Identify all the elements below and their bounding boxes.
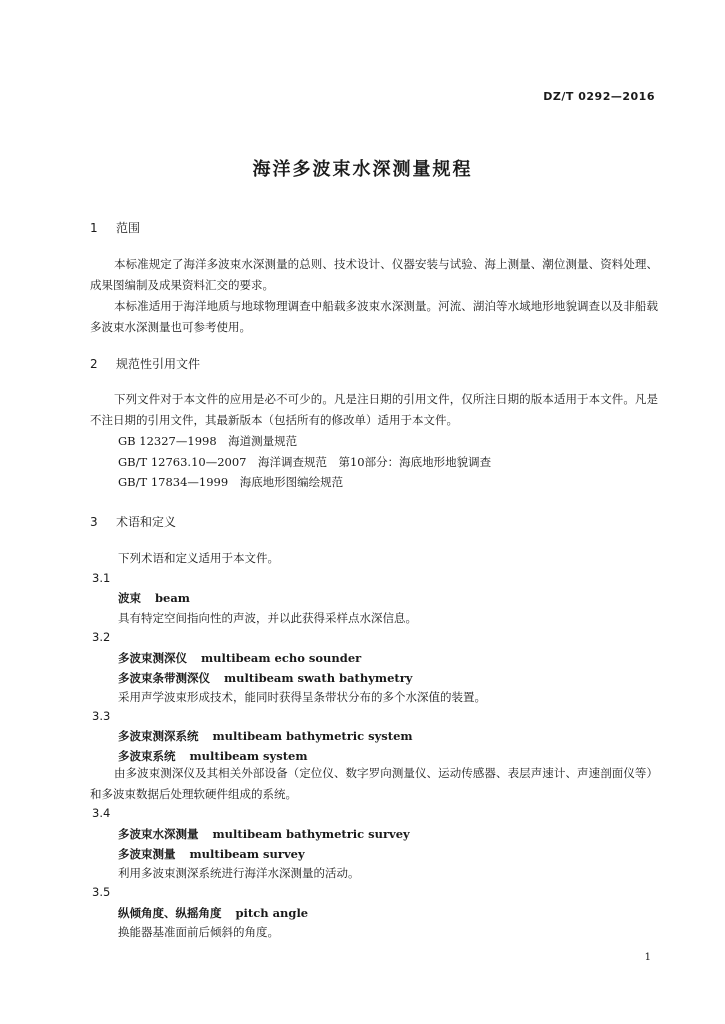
- term-en: multibeam echo sounder: [201, 651, 362, 665]
- term-zh: 波束: [118, 591, 141, 605]
- term-zh: 多波束条带测深仪: [118, 671, 210, 685]
- term-en: multibeam system: [189, 749, 308, 763]
- section-1-paragraph-2: 本标准适用于海洋地质与地球物理调查中船载多波束水深测量。河流、湖泊等水域地形地貌调查以及非船载多波束水深测量也可参考使用。: [90, 299, 658, 334]
- term-name: [118, 728, 413, 744]
- term-zh: 多波束测深仪: [118, 651, 187, 665]
- term-name: [118, 846, 305, 862]
- document-title: 海洋多波束水深测量规程: [252, 159, 473, 180]
- section-3-intro: 下列术语和定义适用于本文件。: [118, 551, 279, 565]
- term-definition: 由多波束测深仪及其相关外部设备（定位仪、数字罗向测量仪、运动传感器、表层声速计、声速剖面仪等）和多波束数据后处理软硬件组成的系统。: [90, 766, 658, 801]
- term-definition: 采用声学波束形成技术，能同时获得呈条带状分布的多个水深值的装置。: [118, 690, 486, 704]
- term-en: multibeam bathymetric survey: [212, 827, 410, 841]
- term-number: 3.4: [92, 806, 111, 820]
- page-number: 1: [644, 952, 651, 963]
- term-name: [118, 650, 361, 666]
- term-name: [118, 590, 190, 606]
- term-definition: 具有特定空间指向性的声波，并以此获得采样点水深信息。: [118, 611, 417, 625]
- term-en: multibeam survey: [189, 847, 305, 861]
- term-name: [118, 905, 308, 921]
- reference-item: GB/T 17834—1999 海底地形图编绘规范: [118, 475, 344, 489]
- section-title: 范围: [116, 221, 141, 235]
- term-number: 3.1: [92, 571, 111, 585]
- term-zh: 纵倾角度、纵摇角度: [118, 906, 222, 920]
- reference-item: GB/T 12763.10—2007 海洋调查规范 第10部分：海底地形地貌调查: [118, 455, 492, 469]
- section-3-heading: [90, 513, 176, 530]
- section-1-paragraph-1: 本标准规定了海洋多波束水深测量的总则、技术设计、仪器安装与试验、海上测量、潮位测量、资料处理、成果图编制及成果资料汇交的要求。: [90, 257, 658, 292]
- term-zh: 多波束测量: [118, 847, 176, 861]
- section-number: 3: [90, 515, 98, 529]
- term-name: [118, 670, 412, 686]
- section-2-paragraph-1: 下列文件对于本文件的应用是必不可少的。凡是注日期的引用文件，仅所注日期的版本适用于本文件。凡是不注日期的引用文件，其最新版本（包括所有的修改单）适用于本文件。: [90, 392, 658, 427]
- term-en: multibeam swath bathymetry: [224, 671, 413, 685]
- term-definition: 换能器基准面前后倾斜的角度。: [118, 925, 279, 939]
- term-number: 3.5: [92, 885, 111, 899]
- term-en: beam: [155, 591, 190, 605]
- term-number: 3.2: [92, 630, 111, 644]
- term-number: 3.3: [92, 709, 111, 723]
- section-title: 术语和定义: [116, 515, 177, 529]
- standard-number: DZ/T 0292—2016: [543, 90, 655, 103]
- term-name: [118, 748, 308, 764]
- term-definition: 利用多波束测深系统进行海洋水深测量的活动。: [118, 866, 360, 880]
- term-en: pitch angle: [235, 906, 309, 920]
- reference-item: GB 12327—1998 海道测量规范: [118, 434, 298, 448]
- section-number: 1: [90, 221, 98, 235]
- term-en: multibeam bathymetric system: [212, 729, 413, 743]
- section-title: 规范性引用文件: [116, 357, 201, 371]
- term-zh: 多波束测深系统: [118, 729, 199, 743]
- section-1-heading: [90, 219, 140, 236]
- term-name: [118, 826, 410, 842]
- section-number: 2: [90, 357, 98, 371]
- term-zh: 多波束系统: [118, 749, 176, 763]
- section-2-heading: [90, 355, 200, 372]
- term-zh: 多波束水深测量: [118, 827, 199, 841]
